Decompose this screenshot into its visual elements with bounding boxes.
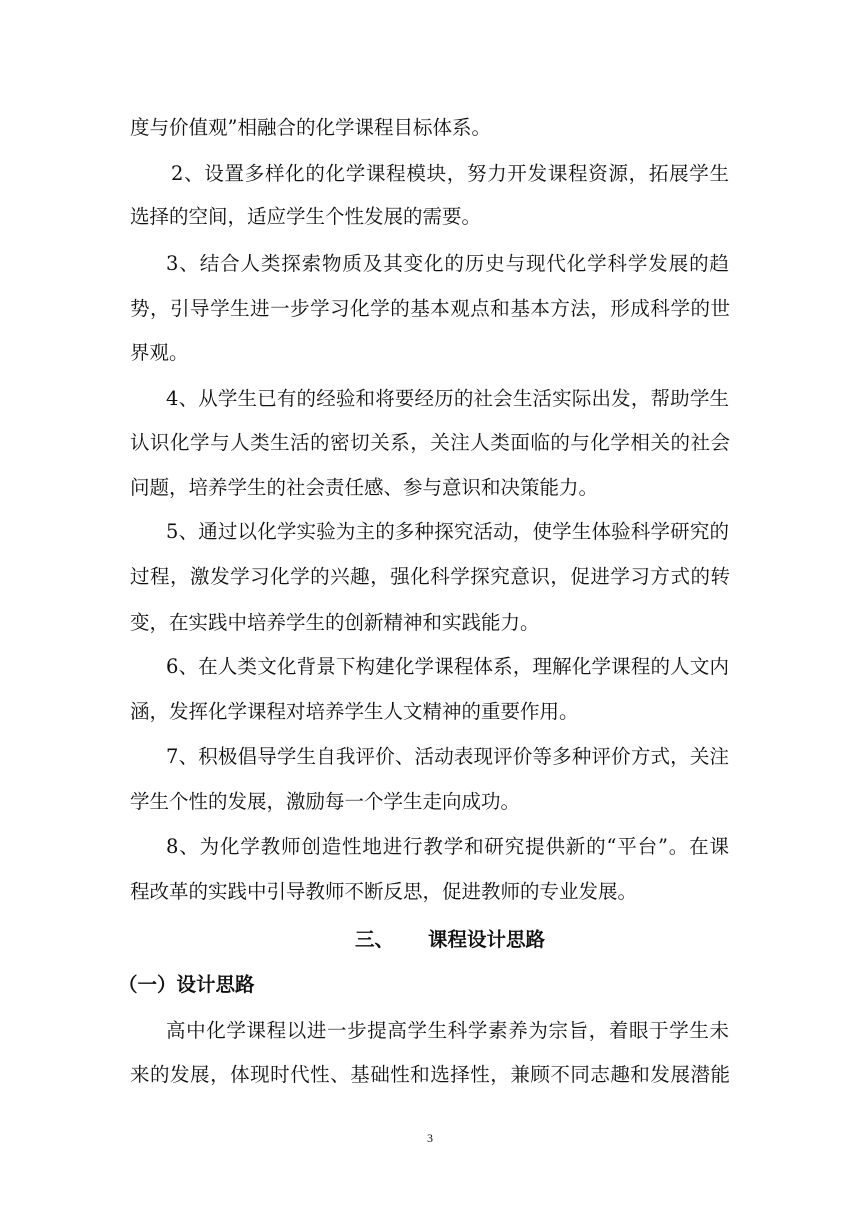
page-number: 3 [427, 1131, 433, 1145]
paragraph-line: 来的发展，体现时代性、基础性和选择性，兼顾不同志趣和发展潜能 [130, 1063, 730, 1086]
paragraph-line: 选择的空间，适应学生个性发展的需要。 [130, 205, 482, 228]
paragraph-line: 8、为化学教师创造性地进行教学和研究提供新的“平台”。在课 [166, 835, 729, 858]
paragraph-line: 变，在实践中培养学生的创新精神和实践能力。 [130, 611, 540, 634]
paragraph-line: 5、通过以化学实验为主的多种探究活动，使学生体验科学研究的 [166, 520, 729, 543]
paragraph-line: 势，引导学生进一步学习化学的基本观点和基本方法，形成科学的世 [130, 297, 730, 320]
paragraph-line: 高中化学课程以进一步提高学生科学素养为宗旨，着眼于学生未 [166, 1019, 729, 1042]
section-heading [355, 926, 545, 954]
paragraph-line: 4、从学生已有的经验和将要经历的社会生活实际出发，帮助学生 [166, 387, 729, 410]
paragraph-line: 认识化学与人类生活的密切关系，关注人类面临的与化学相关的社会 [130, 431, 730, 454]
paragraph-line: 界观。 [130, 341, 189, 364]
section-number: 三、 [355, 928, 395, 951]
paragraph-line: 问题，培养学生的社会责任感、参与意识和决策能力。 [130, 476, 599, 499]
paragraph-line: 7、积极倡导学生自我评价、活动表现评价等多种评价方式，关注 [166, 745, 729, 768]
paragraph-line: 学生个性的发展，激励每一个学生走向成功。 [130, 790, 521, 813]
paragraph-line: 程改革的实践中引导教师不断反思，促进教师的专业发展。 [130, 880, 638, 903]
section-title: 课程设计思路 [428, 928, 546, 951]
paragraph-line: 3、结合人类探索物质及其变化的历史与现代化学科学发展的趋 [166, 252, 729, 275]
paragraph-line: 6、在人类文化背景下构建化学课程体系，理解化学课程的人文内 [166, 655, 729, 678]
paragraph-line: 度与价值观”相融合的化学课程目标体系。 [130, 116, 491, 139]
paragraph-line: 2、设置多样化的化学课程模块，努力开发课程资源，拓展学生 [171, 162, 729, 185]
paragraph-line: 过程，激发学习化学的兴趣，强化科学探究意识，促进学习方式的转 [130, 565, 730, 588]
subsection-heading: （一）设计思路 [118, 973, 255, 996]
paragraph-line: 涵，发挥化学课程对培养学生人文精神的重要作用。 [130, 700, 579, 723]
